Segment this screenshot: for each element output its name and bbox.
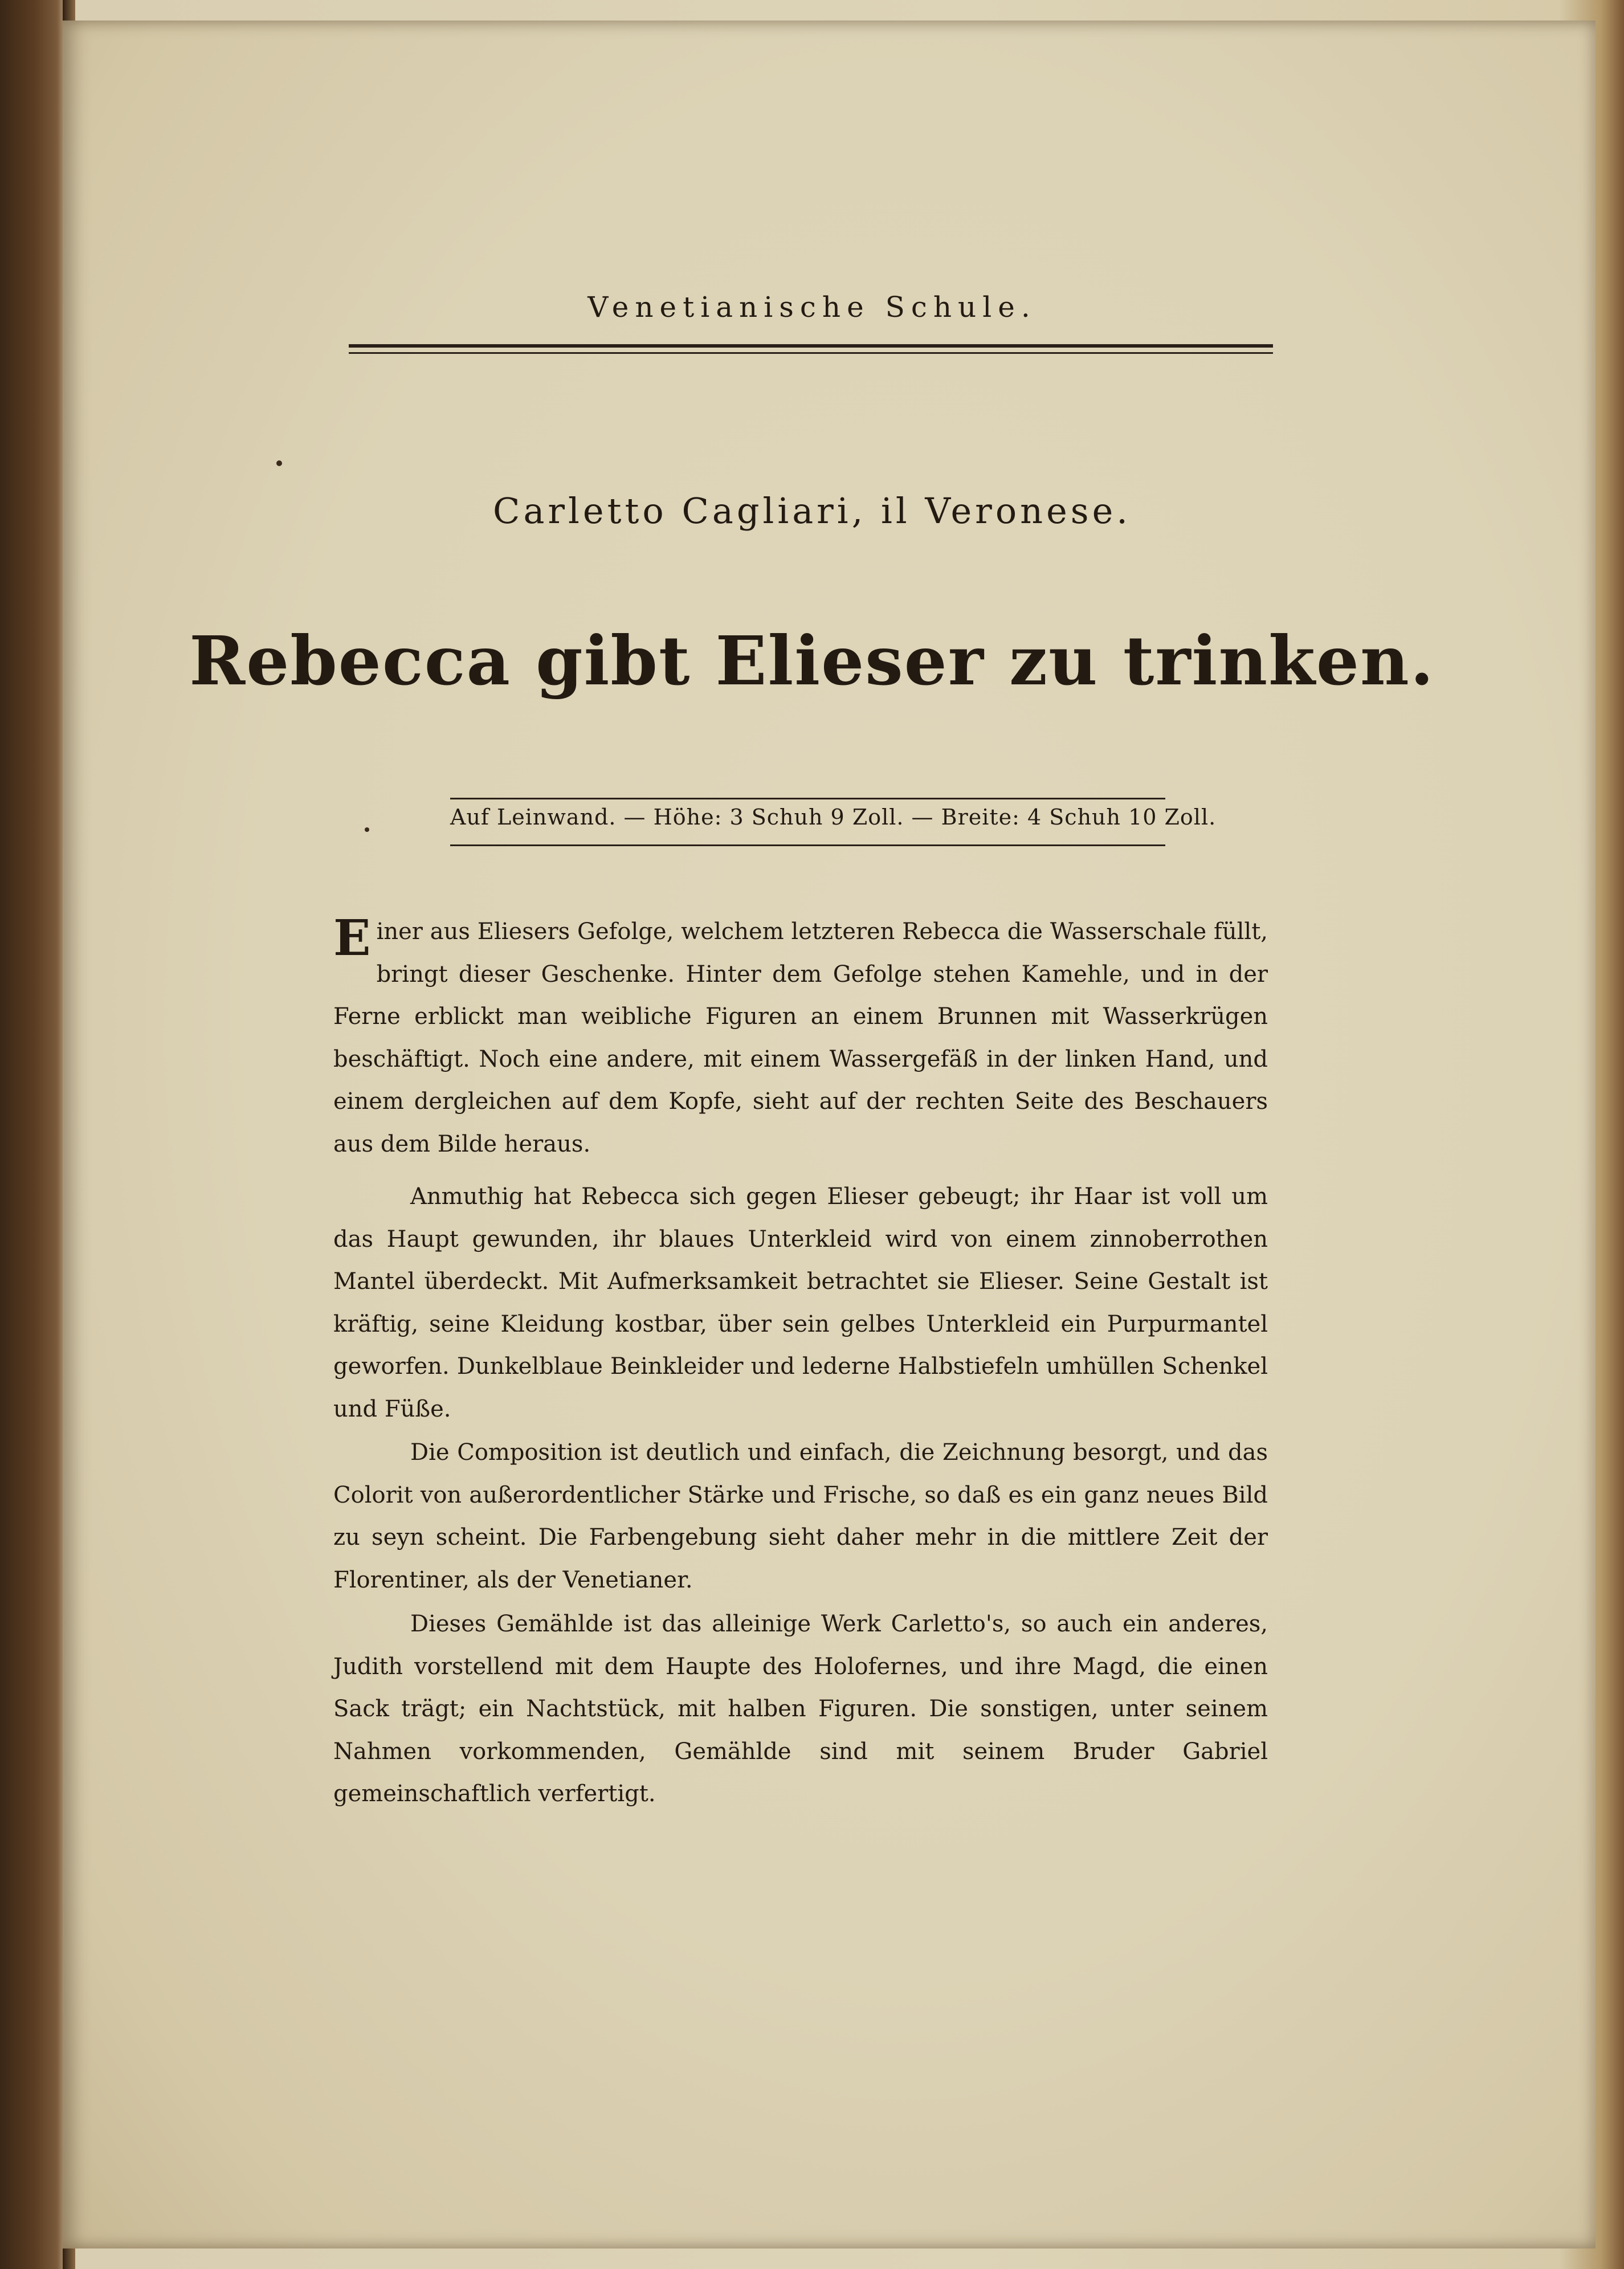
paragraph-2: Anmuthig hat Rebecca sich gegen Elieser gebeugt; ihr Haar ist voll um das Haupt gewunden, ihr blaues Unterkleid wird von einem zinnoberrothen Mantel überdeckt. Mit Aufmerksamkeit betrachtet sie Elieser. Seine Gestalt ist kräftig, seine Kleidung kostbar, über sein gelbes Unterkleid ein Purpurmantel geworfen. Dunkelblaue Beinkleider und lederne Halbstiefeln umhüllen Schenkel und Füße. <box>333 1184 1268 1422</box>
paragraph-1 <box>333 911 1268 1165</box>
school-heading: Venetianische Schule. <box>587 291 1037 324</box>
ink-speck <box>276 460 282 466</box>
meta-rule-top <box>450 798 1165 799</box>
artist-name: Carletto Cagliari, il Veronese. <box>493 490 1131 532</box>
paragraph-1-text: iner aus Eliesers Gefolge, welchem letzteren Rebecca die Wasserschale füllt, bringt dieser Geschenke. Hinter dem Gefolge stehen Kamehle, und in der Ferne erblickt man weibliche Figuren an einem Brunnen mit Wasserkrügen beschäftigt. Noch eine andere, mit einem Wassergefäß in der linken Hand, und einem dergleichen auf dem Kopfe, sieht auf der rechten Seite des Beschauers aus dem Bilde heraus. <box>333 919 1268 1157</box>
painting-dimensions: Auf Leinwand. — Höhe: 3 Schuh 9 Zoll. — Breite: 4 Schuh 10 Zoll. <box>450 805 1217 830</box>
painting-title: Rebecca gibt Elieser zu trinken. <box>189 621 1435 700</box>
paragraph-4: Dieses Gemählde ist das alleinige Werk Carletto's, so auch ein anderes, Judith vorstellend mit dem Haupte des Holofernes, und ihre Magd, die einen Sack trägt; ein Nachtstück, mit halben Figuren. Die sonstigen, unter seinem Nahmen vorkommenden, Gemählde sind mit seinem Bruder Gabriel gemeinschaftlich verfertigt. <box>333 1611 1268 1807</box>
paragraph-3: Die Composition ist deutlich und einfach, die Zeichnung besorgt, und das Colorit von außerordentlicher Stärke und Frische, so daß es ein ganz neues Bild zu seyn scheint. Die Farbengebung sieht daher mehr in die mittlere Zeit der Florentiner, als der Venetianer. <box>333 1439 1268 1593</box>
header-rule-thin <box>349 352 1273 354</box>
drop-cap: E <box>333 909 371 967</box>
ink-speck <box>365 827 369 832</box>
header-rule-thick <box>349 344 1273 348</box>
meta-rule-bottom <box>450 844 1165 846</box>
